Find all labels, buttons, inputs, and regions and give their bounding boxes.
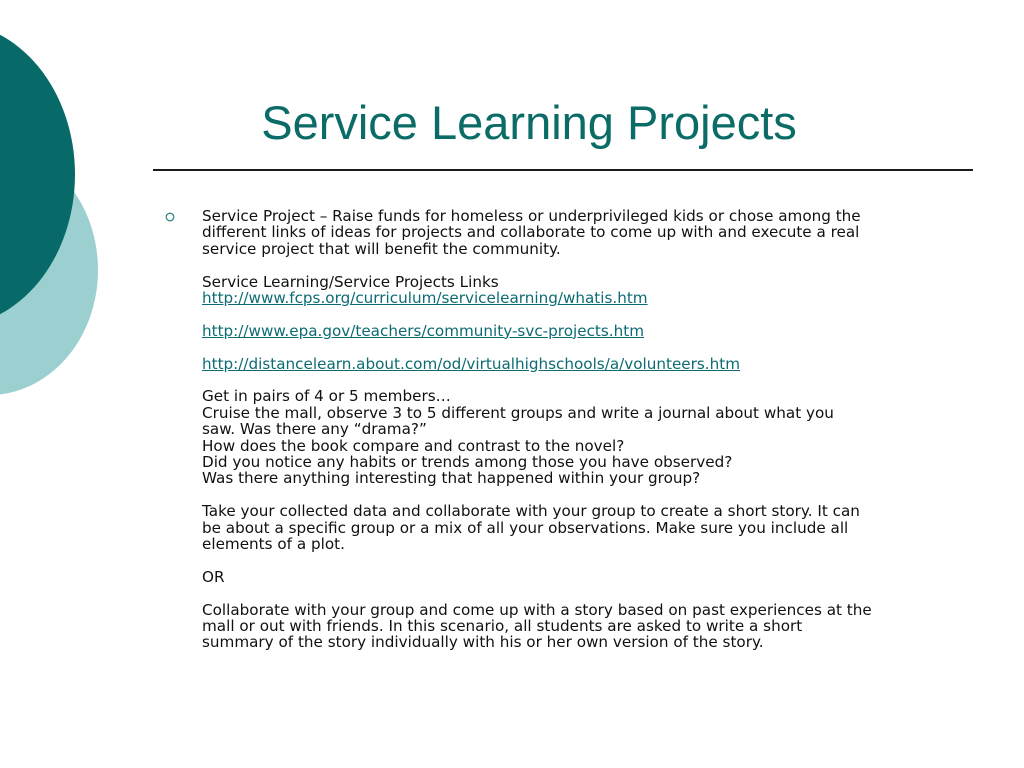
intro-line: different links of ideas for projects and collaborate to come up with and execute a real (202, 223, 860, 242)
activity-line: Get in pairs of 4 or 5 members… (202, 387, 451, 406)
activity-line: Cruise the mall, observe 3 to 5 different groups and write a journal about what you (202, 403, 834, 422)
spacer (202, 552, 972, 568)
spacer (202, 372, 972, 388)
about-com-link[interactable]: http://distancelearn.about.com/od/virtualhighschools/a/volunteers.htm (202, 354, 740, 373)
links-heading: Service Learning/Service Projects Links (202, 272, 499, 291)
spacer (202, 487, 972, 503)
hollow-circle-bullet-icon (164, 211, 176, 223)
activity-line: Was there anything interesting that happened within your group? (202, 469, 701, 488)
spacer (202, 257, 972, 273)
epa-link[interactable]: http://www.epa.gov/teachers/community-svc-projects.htm (202, 321, 644, 340)
slide-body (202, 208, 972, 651)
activity-line: How does the book compare and contrast to the novel? (202, 436, 625, 455)
fcps-link[interactable]: http://www.fcps.org/curriculum/servicelearning/whatis.htm (202, 289, 648, 308)
title-divider (153, 169, 973, 171)
collab-line: Collaborate with your group and come up with a story based on past experiences at the (202, 600, 872, 619)
collect-line: elements of a plot. (202, 535, 345, 554)
collab-line: mall or out with friends. In this scenario, all students are asked to write a short (202, 617, 803, 636)
activity-line: saw. Was there any “drama?” (202, 420, 427, 439)
collect-line: Take your collected data and collaborate with your group to create a short story. It can (202, 502, 860, 521)
activity-line: Did you notice any habits or trends among those you have observed? (202, 453, 733, 472)
slide-title: Service Learning Projects (261, 96, 797, 149)
spacer (202, 339, 972, 355)
or-label: OR (202, 567, 225, 586)
collab-line: summary of the story individually with his or her own version of the story. (202, 633, 764, 652)
intro-line: Service Project – Raise funds for homeless or underprivileged kids or chose among the (202, 207, 861, 225)
intro-line: service project that will benefit the community. (202, 239, 561, 258)
spacer (202, 306, 972, 322)
collect-line: be about a specific group or a mix of all your observations. Make sure you include all (202, 518, 849, 537)
spacer (202, 585, 972, 601)
